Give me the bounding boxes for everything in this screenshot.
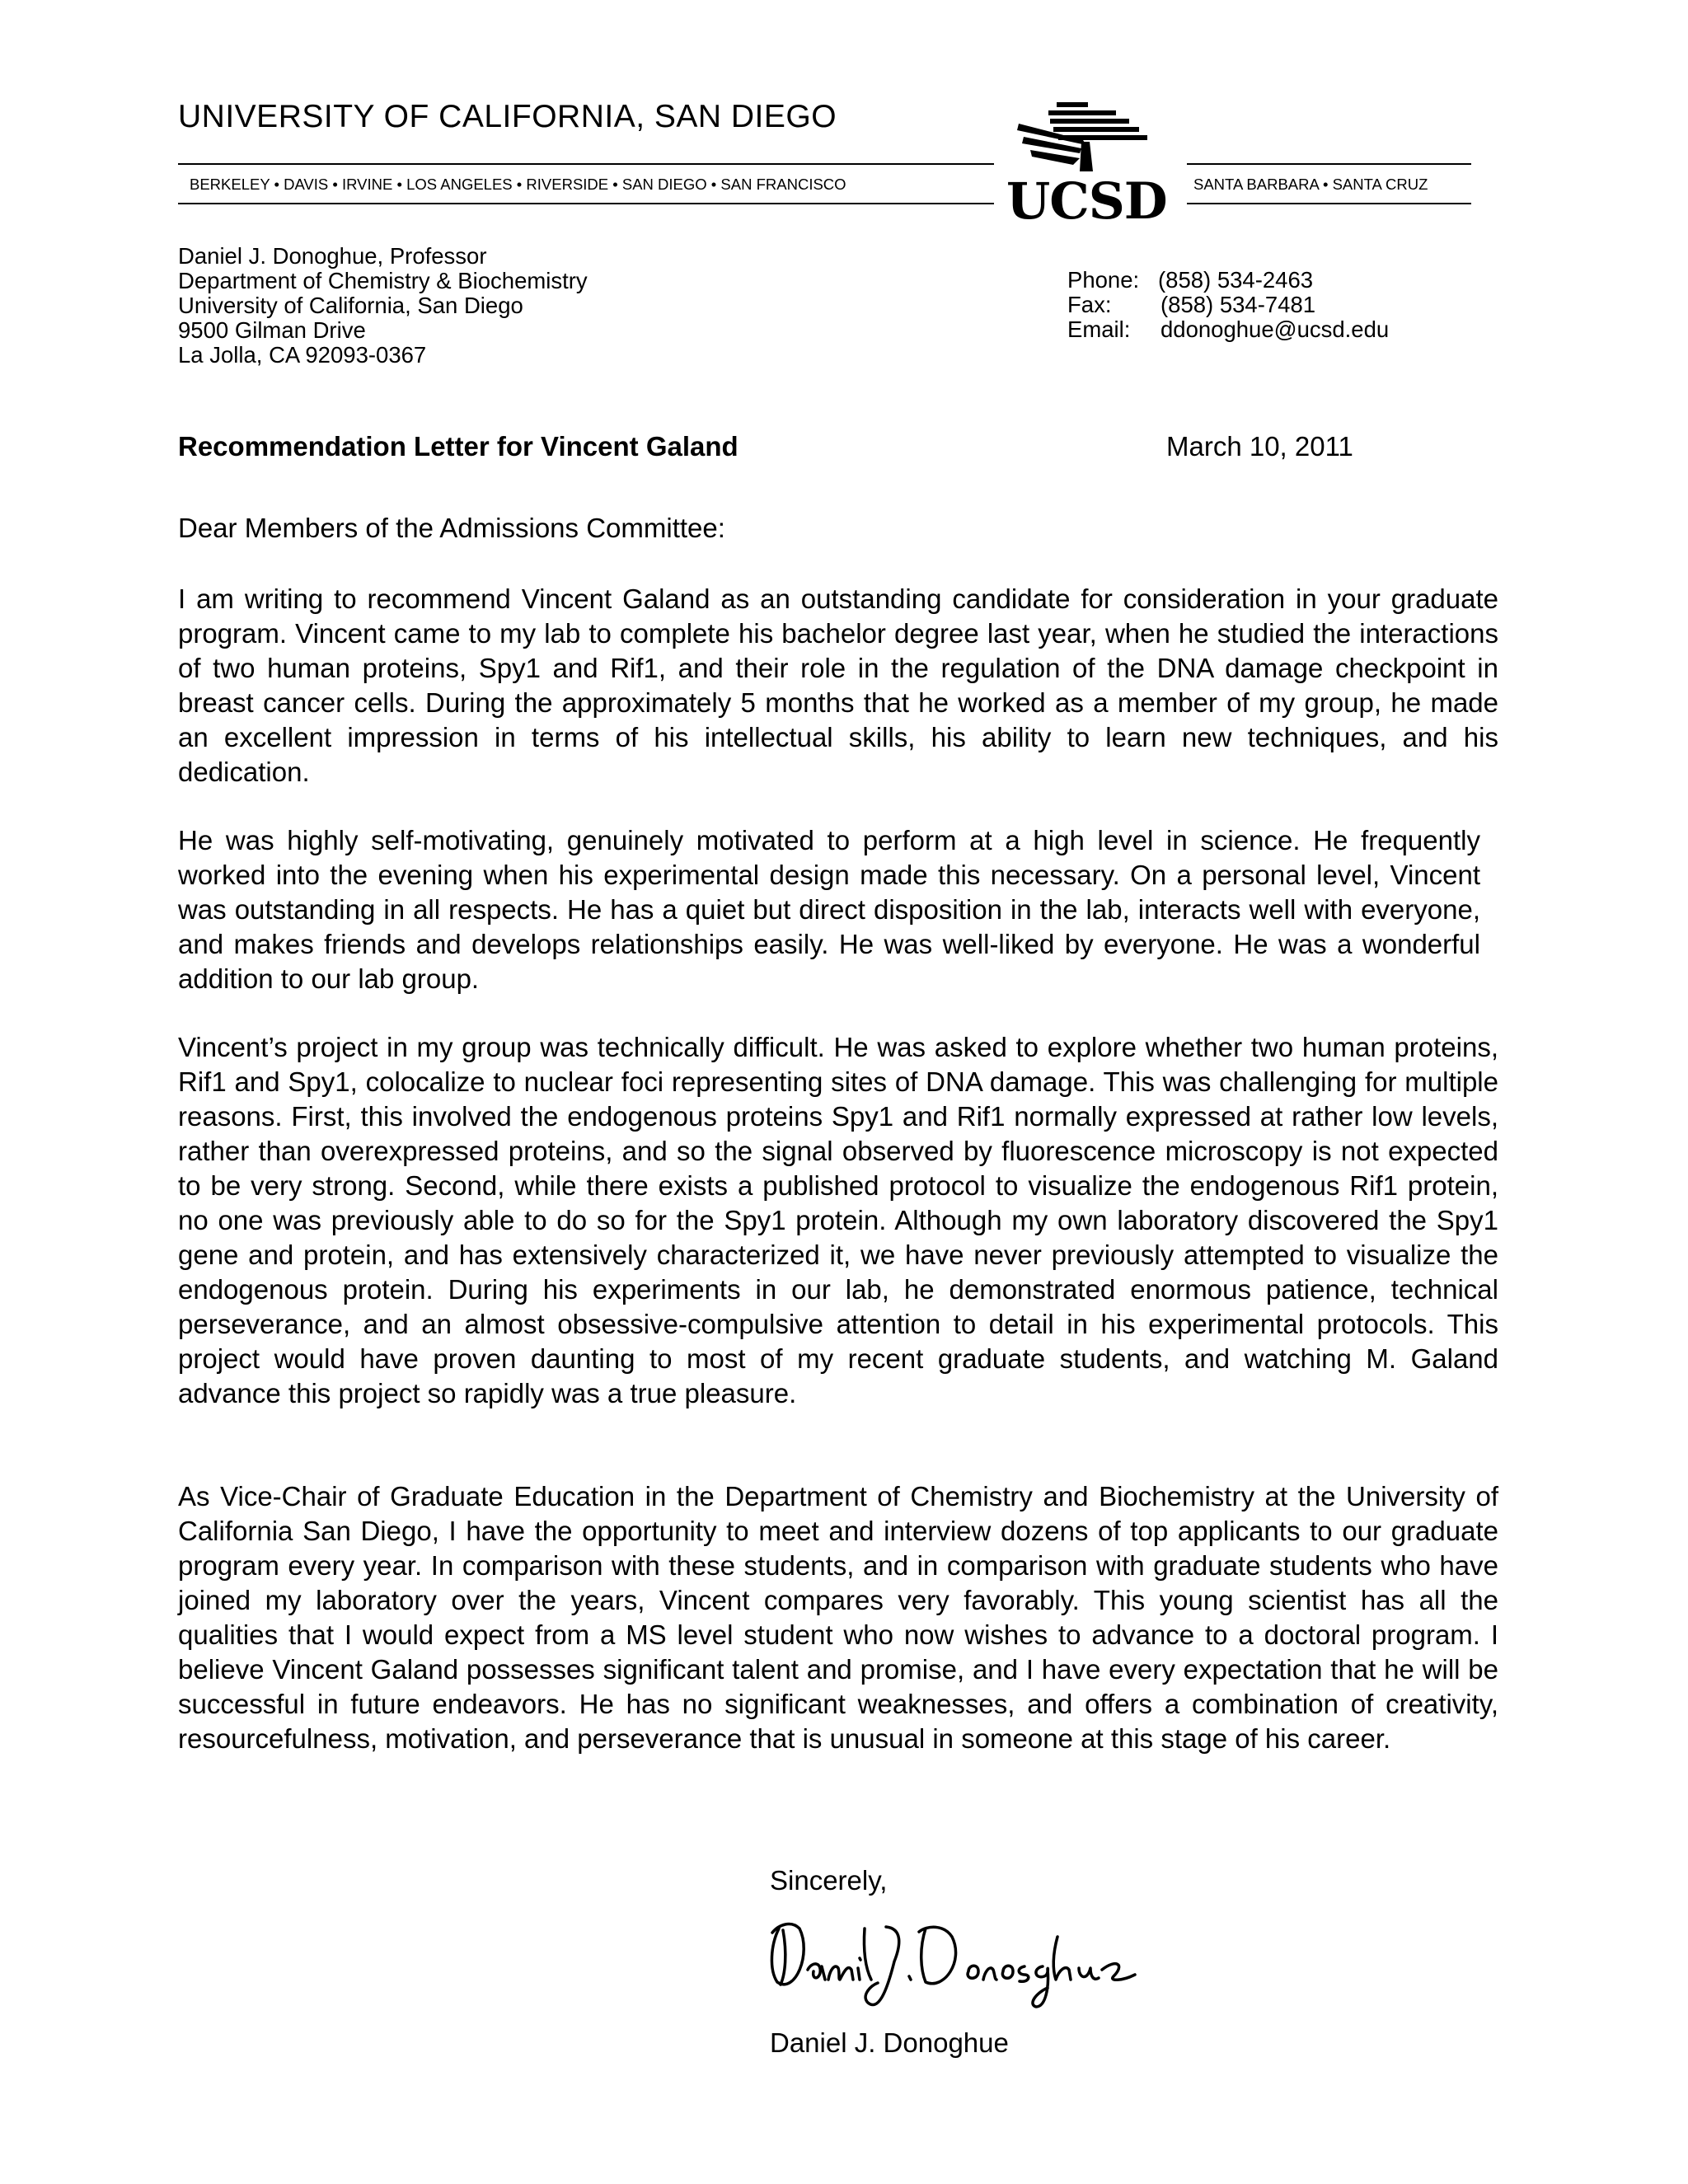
- closing: Sincerely,: [770, 1865, 888, 1896]
- sender-city: La Jolla, CA 92093-0367: [178, 342, 427, 368]
- campus-list-left: BERKELEY • DAVIS • IRVINE • LOS ANGELES • RIVERSIDE • SAN DIEGO • SAN FRANCISCO: [190, 176, 846, 193]
- campus-rule-top-left: [178, 163, 994, 165]
- fax-label: Fax:: [1067, 292, 1112, 317]
- contact-block: [1067, 268, 1389, 342]
- phone-row: [1067, 268, 1389, 293]
- fax-row: [1067, 293, 1389, 317]
- phone-label: Phone:: [1067, 267, 1140, 293]
- sender-department: Department of Chemistry & Biochemistry: [178, 268, 588, 293]
- email-value: ddonoghue@ucsd.edu: [1160, 316, 1390, 342]
- phone-value: (858) 534-2463: [1158, 267, 1314, 293]
- letter-date: March 10, 2011: [1166, 431, 1353, 462]
- university-title: UNIVERSITY OF CALIFORNIA, SAN DIEGO: [178, 99, 837, 134]
- ucsd-wordmark: UCSD: [1006, 172, 1167, 231]
- sender-address-block: [178, 244, 588, 368]
- campus-rule-bottom-left: [178, 203, 994, 204]
- body-paragraph: I am writing to recommend Vincent Galand as an outstanding candidate for consideration in your graduate program. Vincent came to my lab to complete his bachelor degree last year, when he studied the interactions of two human proteins, Spy1 and Rif1, and their role in the regulation of the DNA damage checkpoint in breast cancer cells. During the approximately 5 months that he worked as a member of my group, he made an excellent impression in terms of his intellectual skills, his ability to learn new techniques, and his dedication.: [178, 583, 1498, 787]
- campus-list-right: SANTA BARBARA • SANTA CRUZ: [1193, 176, 1428, 193]
- body-paragraph: Vincent’s project in my group was technically difficult. He was asked to explore whether two human proteins, Rif1 and Spy1, colocalize to nuclear foci representing sites of DNA damage. This was challenging for multiple reasons. First, this involved the endogenous proteins Spy1 and Rif1 normally expressed at rather low levels, rather than overexpressed proteins, and so the signal observed by fluorescence microscopy is not expected to be very strong. Second, while there exists a published protocol to visualize the endogenous Rif1 protein, no one was previously able to do so for the Spy1 protein. Although my own laboratory discovered the Spy1 gene and protein, and has extensively characterized it, we have never previously attempted to visualize the endogenous protein. During his experiments in our lab, he demonstrated enormous patience, technical perseverance, and an almost obsessive-compulsive attention to detail in his experimental protocols. This project would have proven daunting to most of my recent graduate students, and watching M. Galand advance this project so rapidly was a true pleasure.: [178, 1032, 1498, 1408]
- handwritten-signature: [762, 1904, 1142, 2019]
- campus-rule-top-right: [1187, 163, 1471, 165]
- signer-name: Daniel J. Donoghue: [770, 2027, 1009, 2058]
- body-paragraph: He was highly self-motivating, genuinely motivated to perform at a high level in science. He frequently worked into the evening when his experimental design made this necessary. On a personal level, Vincent was outstanding in all respects. He has a quiet but direct disposition in the lab, interacts well with everyone, and makes friends and develops relationships easily. He was well-liked by everyone. He was a wonderful addition to our lab group.: [178, 825, 1480, 994]
- fax-value: (858) 534-7481: [1160, 292, 1316, 317]
- sender-street: 9500 Gilman Drive: [178, 317, 366, 343]
- letter-subject: Recommendation Letter for Vincent Galand: [178, 431, 738, 462]
- sender-university: University of California, San Diego: [178, 293, 523, 318]
- email-row: [1067, 317, 1389, 342]
- salutation: Dear Members of the Admissions Committee:: [178, 513, 725, 543]
- body-paragraph: As Vice-Chair of Graduate Education in the Department of Chemistry and Biochemistry at the University of California San Diego, I have the opportunity to meet and interview dozens of top applicants to our graduate program every year. In comparison with these students, and in comparison with graduate students who have joined my laboratory over the years, Vincent compares very favorably. This young scientist has all the qualities that I would expect from a MS level student who now wishes to advance to a doctoral program. I believe Vincent Galand possesses significant talent and promise, and I have every expectation that he will be successful in future endeavors. He has no significant weaknesses, and offers a combination of creativity, resourcefulness, motivation, and perseverance that is unusual in someone at this stage of his career.: [178, 1481, 1498, 1754]
- email-label: Email:: [1067, 316, 1131, 342]
- campus-rule-bottom-right: [1187, 203, 1471, 204]
- sender-name-title: Daniel J. Donoghue, Professor: [178, 243, 487, 269]
